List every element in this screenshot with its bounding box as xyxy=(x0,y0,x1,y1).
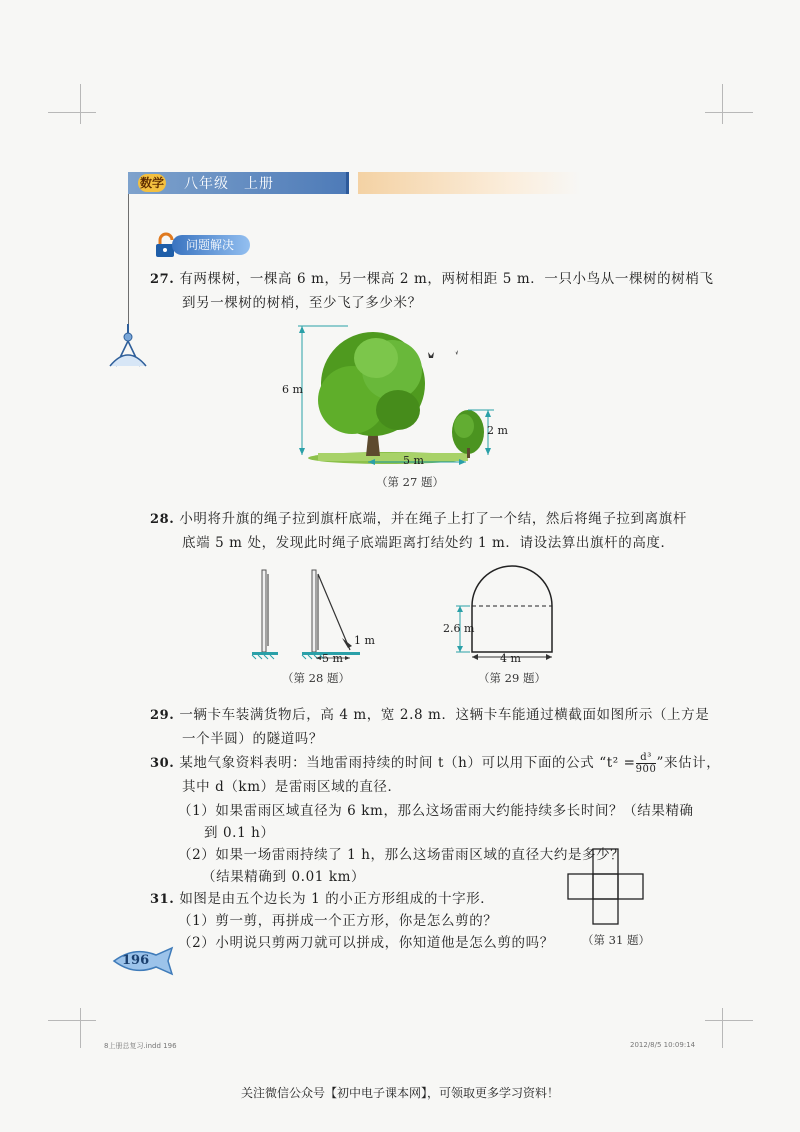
dim-label-6m: 6 m xyxy=(282,383,303,396)
subquestion-2: （2）小明说只剪两刀就可以拼成，你知道他是怎么剪的吗？ xyxy=(178,935,554,951)
problem-29 xyxy=(150,702,709,729)
bottom-note: 关注微信公众号【初中电子课本网】，可领取更多学习资料！ xyxy=(240,1086,559,1100)
dim-label-5m: 5 m xyxy=(322,652,343,665)
figure-caption: （第 29 题） xyxy=(478,671,546,685)
problem-27 xyxy=(150,266,714,293)
header-grade: 八年级 上册 xyxy=(184,176,274,192)
subquestion-1: （1）剪一剪，再拼成一个正方形，你是怎么剪的？ xyxy=(178,913,498,929)
problem-number: 28. xyxy=(150,512,175,527)
margin-line xyxy=(128,194,129,324)
dim-label-1m: 1 m xyxy=(354,634,375,647)
crop-mark xyxy=(80,1008,81,1048)
figure-caption: （第 31 题） xyxy=(582,933,650,947)
subquestion-2: （2）如果一场雷雨持续了 1 h，那么这场雷雨区域的直径大约是多少？ xyxy=(178,847,625,863)
footer-file: 8上册总复习.indd 196 xyxy=(104,1042,177,1050)
formula-lhs: “t² = xyxy=(599,755,636,771)
problem-text: 如图是由五个边长为 1 的小正方形组成的十字形． xyxy=(179,891,495,907)
crop-mark xyxy=(705,112,753,113)
problem-text: 某地气象资料表明：当地雷雨持续的时间 t（h）可以用下面的公式 xyxy=(179,755,595,771)
crop-mark xyxy=(48,112,96,113)
problem-text: 其中 d（km）是雷雨区域的直径． xyxy=(182,779,402,795)
tower-icon xyxy=(106,322,150,370)
dim-label-2m: 2 m xyxy=(487,424,508,437)
header-decoration xyxy=(358,172,580,194)
header-subject: 数学 xyxy=(139,176,164,190)
problem-28 xyxy=(150,506,687,533)
flagpole-figure xyxy=(250,566,380,666)
dim-label-5m: 5 m xyxy=(403,454,424,467)
subquestion-2-cont: （结果精确到 0.01 km） xyxy=(202,869,366,885)
figure-caption: （第 27 题） xyxy=(376,475,444,489)
dim-label-width: 4 m xyxy=(500,652,521,665)
subquestion-1-cont: 到 0.1 h） xyxy=(204,825,275,841)
footer-timestamp: 2012/8/5 10:09:14 xyxy=(630,1041,696,1049)
problem-text: 小明将升旗的绳子拉到旗杆底端，并在绳子上打了一个结，然后将绳子拉到离旗杆 xyxy=(179,511,687,527)
problem-number: 27. xyxy=(150,272,175,287)
problem-number: 30. xyxy=(150,756,175,771)
formula-fraction xyxy=(636,752,657,775)
section-label: 问题解决 xyxy=(172,235,250,255)
cross-figure xyxy=(566,848,652,926)
subquestion-1: （1）如果雷雨区域直径为 6 km，那么这场雷雨大约能持续多长时间？（结果精确 xyxy=(178,803,694,819)
crop-mark xyxy=(80,84,81,124)
crop-mark xyxy=(722,1008,723,1048)
page-number: 196 xyxy=(122,953,150,968)
problem-text: 一个半圆）的隧道吗？ xyxy=(182,731,323,747)
problem-number: 31. xyxy=(150,892,175,907)
formula-denominator: 900 xyxy=(635,764,657,775)
dim-label-height: 2.6 m xyxy=(443,622,475,635)
problem-text: 底端 5 m 处，发现此时绳子底端距离打结处约 1 m．请设法算出旗杆的高度． xyxy=(182,535,675,551)
figure-caption: （第 28 题） xyxy=(282,671,350,685)
problem-text: ”来估计， xyxy=(656,755,721,771)
crop-mark xyxy=(48,1020,96,1021)
problem-text: 有两棵树，一棵高 6 m，另一棵高 2 m，两树相距 5 m．一只小鸟从一棵树的树梢飞 xyxy=(179,271,714,287)
crop-mark xyxy=(722,84,723,124)
problem-number: 29. xyxy=(150,708,175,723)
problem-text: 到另一棵树的树梢，至少飞了多少米？ xyxy=(182,295,422,311)
trees-figure xyxy=(288,322,508,472)
formula-numerator: d³ xyxy=(636,752,657,764)
problem-text: 一辆卡车装满货物后，高 4 m，宽 2.8 m．这辆卡车能通过横截面如图所示（上方是 xyxy=(179,707,710,723)
crop-mark xyxy=(705,1020,753,1021)
problem-30 xyxy=(150,750,720,777)
